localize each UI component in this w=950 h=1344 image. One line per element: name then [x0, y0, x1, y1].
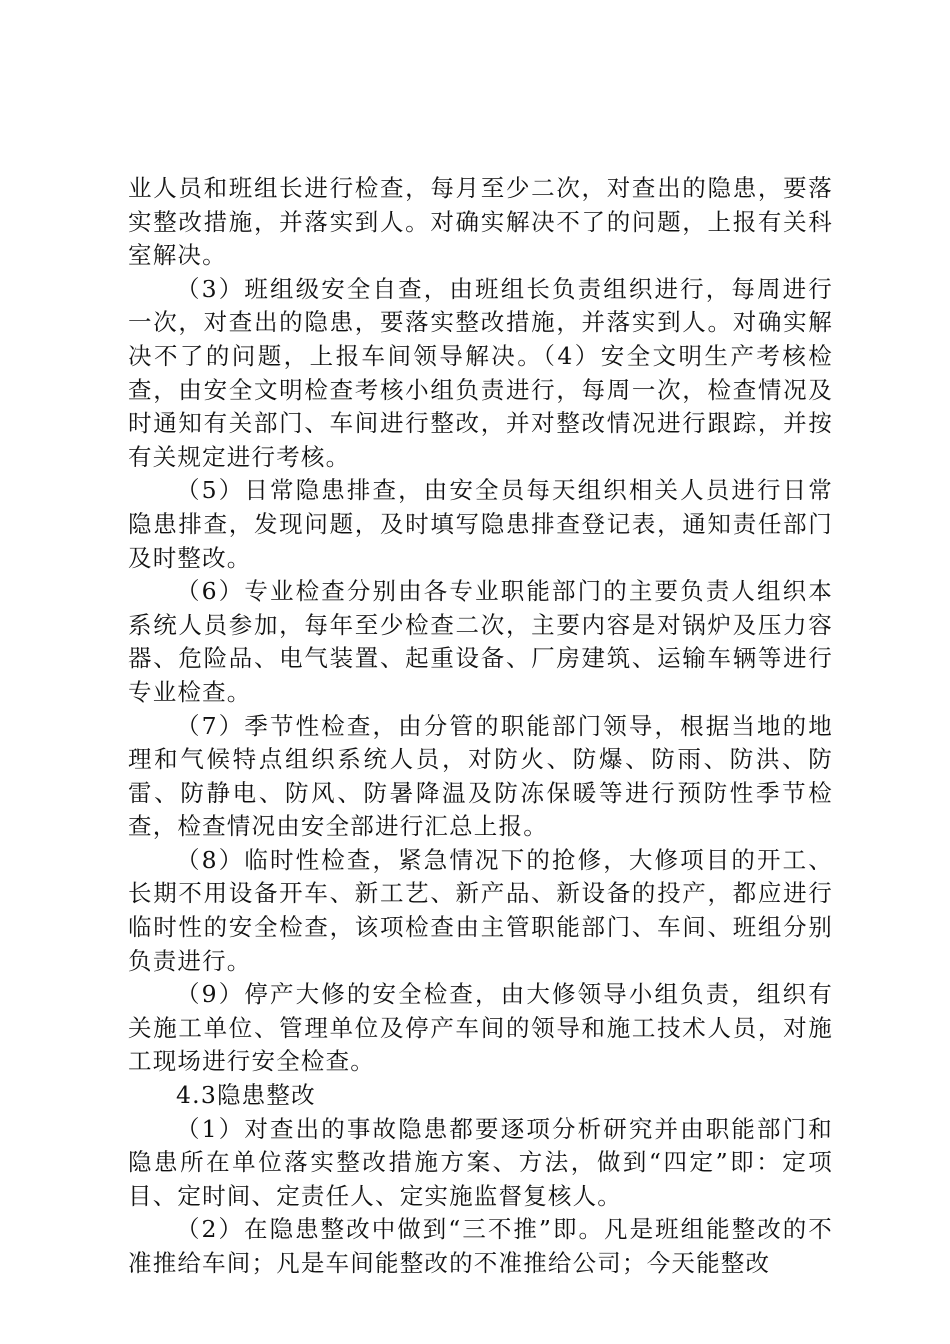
paragraph-item-3-4: （3）班组级安全自查，由班组长负责组织进行，每周进行一次，对查出的隐患，要落实整改措施，并落实到人。对确实解决不了的问题，上报车间领导解决。（4）安全文明生产考核检查，由安全文明检查考核小组负责进行，每周一次，检查情况及时通知有关部门、车间进行整改，并对整改情况进行跟踪，并按有关规定进行考核。	[128, 274, 833, 471]
document-body	[128, 172, 833, 1281]
paragraph-item-7: （7）季节性检查，由分管的职能部门领导，根据当地的地理和气候特点组织系统人员，对防火、防爆、防雨、防洪、防雷、防静电、防风、防暑降温及防冻保暖等进行预防性季节检查，检查情况由安全部进行汇总上报。	[128, 711, 833, 841]
paragraph-item-6: （6）专业检查分别由各专业职能部门的主要负责人组织本系统人员参加，每年至少检查二次，主要内容是对锅炉及压力容器、危险品、电气装置、起重设备、厂房建筑、运输车辆等进行专业检查。	[128, 577, 833, 706]
paragraph-continuation: 业人员和班组长进行检查，每月至少二次，对查出的隐患，要落实整改措施，并落实到人。对确实解决不了的问题，上报有关科室解决。	[128, 174, 833, 270]
paragraph-rectify-2: （2）在隐患整改中做到“三不推”即。凡是班组能整改的不准推给车间；凡是车间能整改的不准推给公司；今天能整改	[128, 1215, 833, 1277]
paragraph-item-8: （8）临时性检查，紧急情况下的抢修，大修项目的开工、长期不用设备开车、新工艺、新产品、新设备的投产，都应进行临时性的安全检查，该项检查由主管职能部门、车间、班组分别负责进行。	[128, 845, 833, 975]
section-heading: 4.3隐患整改	[176, 1081, 316, 1110]
paragraph-rectify-1: （1）对查出的事故隐患都要逐项分析研究并由职能部门和隐患所在单位落实整改措施方案、方法，做到“四定”即：定项目、定时间、定责任人、定实施监督复核人。	[128, 1114, 833, 1210]
paragraph-item-5: （5）日常隐患排查，由安全员每天组织相关人员进行日常隐患排查，发现问题，及时填写隐患排查登记表，通知责任部门及时整改。	[128, 476, 833, 572]
paragraph-item-9: （9）停产大修的安全检查，由大修领导小组负责，组织有关施工单位、管理单位及停产车间的领导和施工技术人员，对施工现场进行安全检查。	[128, 980, 833, 1076]
